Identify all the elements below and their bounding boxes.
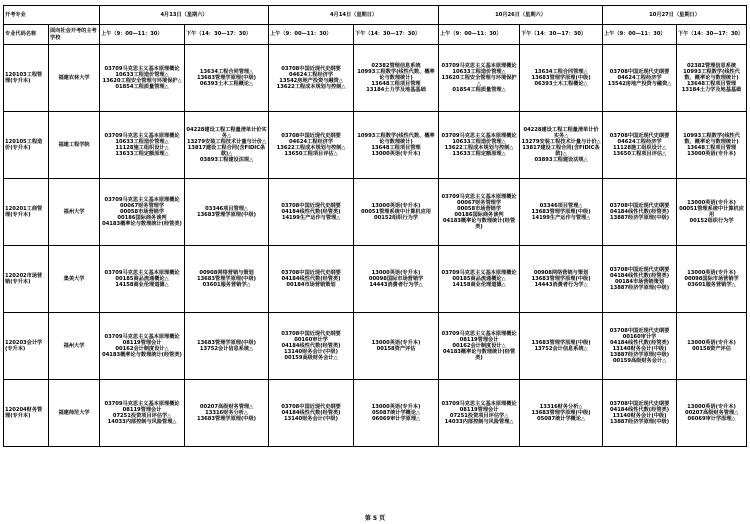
am-header: 上午（9：00—11：30） bbox=[439, 25, 520, 45]
subject-cell bbox=[269, 380, 354, 447]
subject-list: 03709马克思主义基本原理概论 10633工程造价管理△ 13620工程安全管理与环境保护△ 01854工程质量管理△ bbox=[102, 65, 182, 91]
subject-list: 03709马克思主义基本原理概论 10633工程造价管理△ 13622工程成本规划与控制△ 13633工程定额原理△ bbox=[441, 132, 517, 158]
subject-list: 03708中国近现代史纲要 04184线性代数(经管类) 13140财务会计(中级) 13887经济学原理(中级) bbox=[609, 400, 670, 426]
am-header: 上午（9：00—11：30） bbox=[100, 25, 185, 45]
subject-list: 03709马克思主义基本原理概论 00067财务管理学 00058市场营销学 00186国际商务谈判 04183概率论与数理统计(经管类) bbox=[441, 193, 517, 231]
pm-header: 下午（14：30—17：30） bbox=[677, 25, 747, 45]
subject-cell bbox=[677, 112, 747, 179]
subject-list: 13000英语(专升本) 00098国际市场营销学 03601服务营销学△ bbox=[684, 269, 739, 289]
subject-cell bbox=[354, 179, 439, 246]
subject-list: 03708中国近现代史纲要 04624工程经济学 11128施工组织设计△ 13650工程项目评估△ bbox=[609, 132, 670, 158]
subject-list: 00908网络营销与策划 13683管理学原理(中级) 14443消费者行为学△ bbox=[531, 269, 591, 289]
subject-cell bbox=[185, 313, 269, 380]
subject-list: 13683管理学原理(中级) 13752会计信息系统△ bbox=[196, 339, 257, 352]
major-cell: 120204财务管理(专升本) bbox=[4, 380, 49, 447]
subject-list: 03708中国近现代史纲要 04624工程经济学 13622工程成本规划与控制△ 13650工程项目评估△ bbox=[276, 132, 346, 158]
subject-list: 03709马克思主义基本原理概论 08119管理会计 07251投资项目评估学△ 14033内部控制与风险管理△ bbox=[441, 400, 517, 426]
program-row bbox=[4, 179, 747, 246]
major-cell: 120201工商管理(专升本) bbox=[4, 179, 49, 246]
exam-schedule-table bbox=[3, 5, 747, 447]
subject-cell bbox=[439, 313, 520, 380]
subject-list: 04228建设工程工程量清单计价实务△ 13279安装工程技术计量与计价△ 13817建设工程合同(含FIDIC条款)△ 03893工程建设法规△ bbox=[186, 126, 267, 164]
subject-cell bbox=[603, 45, 677, 112]
school-cell: 福州大学 bbox=[49, 313, 100, 380]
pm-header: 下午（14：30—17：30） bbox=[185, 25, 269, 45]
school-cell: 集美大学 bbox=[49, 246, 100, 313]
subject-list: 03346项目管理△ 13683管理学原理(中级) bbox=[196, 205, 257, 218]
subject-list: 03708中国近现代史纲要 00160审计学 04184线性代数(经管类) 13140财务会计(中级) 13887经济学原理(中级) 00159高级财务会计△ bbox=[609, 327, 670, 365]
subject-list: 13000英语(专升本) 00207高级财务管理△ 06069审计学原理△ bbox=[684, 403, 739, 423]
subject-cell bbox=[439, 112, 520, 179]
exam-major-header: 开考专业 bbox=[4, 6, 100, 25]
subject-cell bbox=[439, 380, 520, 447]
subject-cell bbox=[520, 112, 603, 179]
subject-cell bbox=[269, 179, 354, 246]
subject-cell bbox=[603, 380, 677, 447]
subject-cell bbox=[269, 246, 354, 313]
subject-cell bbox=[100, 380, 185, 447]
subject-list: 04228建设工程工程量清单计价实务△ 13279安装工程技术计量与计价△ 13817建设工程合同(含FIDIC条款)△ 03893工程建设法规△ bbox=[521, 126, 601, 164]
major-cell: 120203会计学(专升本) bbox=[4, 313, 49, 380]
program-row bbox=[4, 313, 747, 380]
subject-cell bbox=[677, 45, 747, 112]
school-cell: 福建工程学院 bbox=[49, 112, 100, 179]
subject-cell bbox=[603, 179, 677, 246]
subject-list: 13000英语(专升本) 00158资产评估 bbox=[687, 339, 736, 352]
subject-list: 03708中国近现代史纲要 00160审计学 04184线性代数(经管类) 13140财务会计(中级) 00159高级财务会计△ bbox=[281, 330, 341, 362]
subject-cell bbox=[677, 313, 747, 380]
subject-cell bbox=[677, 246, 747, 313]
header-row-sessions bbox=[4, 25, 747, 45]
page-number: 第 5 页 bbox=[364, 515, 386, 522]
subject-cell bbox=[269, 45, 354, 112]
subject-list: 13000英语(专升本) 05087统计学概论△ 06069审计学原理△ bbox=[371, 403, 421, 423]
subject-list: 13000英语(专升本) 00051管理系统中计算机应用 00152组织行为学 bbox=[679, 199, 744, 225]
pm-header: 下午（14：30—17：30） bbox=[520, 25, 603, 45]
am-header: 上午（9：00—11：30） bbox=[603, 25, 677, 45]
subject-list: 00908网络营销与策划 13683管理学原理(中级) 03601服务营销学△ bbox=[196, 269, 257, 289]
day-header: 4月14日（星期日） bbox=[269, 6, 439, 25]
subject-list: 10993工程数学(线性代数、概率论与数理统计) 13648工程项目管理 13000英语(专升本) bbox=[357, 132, 435, 158]
subject-list: 03708中国近现代史纲要 04184线性代数(经管类) 00184市场营销策划 13887经济学原理(中级) bbox=[609, 266, 670, 292]
am-header: 上午（9：00—11：30） bbox=[269, 25, 354, 45]
subject-cell bbox=[354, 313, 439, 380]
subject-cell bbox=[439, 45, 520, 112]
subject-cell bbox=[269, 313, 354, 380]
day-header: 10月26日（星期六） bbox=[439, 6, 603, 25]
program-row bbox=[4, 246, 747, 313]
subject-list: 03346项目管理△ 13683管理学原理(中级) 14199生产运作与管理△ bbox=[531, 202, 591, 222]
subject-cell bbox=[100, 246, 185, 313]
subject-cell bbox=[520, 45, 603, 112]
subject-cell bbox=[185, 112, 269, 179]
subject-cell bbox=[100, 313, 185, 380]
subject-list: 03709马克思主义基本原理概论 08119管理会计 00162会计制度设计△ 04183概率论与数理统计(经管类) bbox=[102, 333, 182, 359]
school-header: 面向社会开考的主考学校 bbox=[49, 25, 100, 45]
subject-list: 13683管理学原理(中级) 13752会计信息系统△ bbox=[531, 339, 591, 352]
subject-list: 03709马克思主义基本原理概论 00067财务管理学 00058市场营销学 00186国际商务谈判 04183概率论与数理统计(经管类) bbox=[102, 196, 182, 228]
subject-cell bbox=[354, 45, 439, 112]
school-cell: 福州大学 bbox=[49, 179, 100, 246]
subject-cell bbox=[439, 246, 520, 313]
subject-cell bbox=[354, 246, 439, 313]
subject-list: 03709马克思主义基本原理概论 10633工程造价管理△ 11128施工组织设计△ 13633工程定额原理△ bbox=[104, 132, 180, 158]
program-row bbox=[4, 112, 747, 179]
subject-list: 02382管理信息系统 10993工程数学(线性代数、概率论与数理统计) 13648工程项目管理 13184土力学及地基基础 bbox=[681, 62, 742, 94]
subject-cell bbox=[185, 179, 269, 246]
subject-cell bbox=[603, 246, 677, 313]
subject-cell bbox=[520, 179, 603, 246]
subject-cell bbox=[185, 246, 269, 313]
subject-cell bbox=[439, 179, 520, 246]
program-row bbox=[4, 45, 747, 112]
school-cell: 福建师范大学 bbox=[49, 380, 100, 447]
subject-cell bbox=[520, 380, 603, 447]
subject-cell bbox=[677, 380, 747, 447]
subject-list: 13000英语(专升本) 00158资产评估 bbox=[371, 339, 421, 352]
subject-list: 03708中国近现代史纲要 04624工程经济学 13542房地产投资与融资△ 13622工程成本规划与控制△ bbox=[276, 65, 346, 91]
subject-cell bbox=[100, 45, 185, 112]
subject-cell bbox=[603, 313, 677, 380]
subject-cell bbox=[520, 246, 603, 313]
subject-list: 03708中国近现代史纲要 04624工程经济学 13542房地产投资与融资△ bbox=[607, 68, 672, 88]
subject-list: 03708中国近现代史纲要 04184线性代数(经管类) 14199生产运作与管理△ bbox=[281, 202, 341, 222]
subject-cell bbox=[100, 179, 185, 246]
subject-cell bbox=[185, 45, 269, 112]
subject-cell bbox=[520, 313, 603, 380]
subject-list: 13000英语(专升本) 00098国际市场营销学 14443消费者行为学△ bbox=[368, 269, 424, 289]
subject-list: 03709马克思主义基本原理概论 08119管理会计 07251投资项目评估学△ 14033内部控制与风险管理△ bbox=[104, 400, 180, 426]
header-row-days bbox=[4, 6, 747, 25]
subject-list: 10993工程数学(线性代数、概率论与数理统计) 13648工程项目管理 13000英语(专升本) bbox=[683, 132, 740, 158]
program-row bbox=[4, 380, 747, 447]
subject-cell bbox=[100, 112, 185, 179]
subject-cell bbox=[354, 112, 439, 179]
subject-list: 03709马克思主义基本原理概论 00185商品流通概论△ 14158商业伦理道德△ bbox=[104, 269, 180, 289]
day-header: 4月13日（星期六） bbox=[100, 6, 269, 25]
pm-header: 下午（14：30—17：30） bbox=[354, 25, 439, 45]
subject-list: 00207高级财务管理△ 13316财务分析△ 13683管理学原理(中级) bbox=[196, 403, 257, 423]
subject-list: 03709马克思主义基本原理概论 00185商品流通概论△ 14158商业伦理道德△ bbox=[441, 269, 517, 289]
school-cell: 福建农林大学 bbox=[49, 45, 100, 112]
subject-cell bbox=[354, 380, 439, 447]
subject-cell bbox=[269, 112, 354, 179]
subject-cell bbox=[603, 112, 677, 179]
day-header: 10月27日（星期日） bbox=[603, 6, 747, 25]
subject-list: 03708中国近现代史纲要 04184线性代数(经管类) 13140财务会计(中级) bbox=[281, 403, 341, 423]
subject-list: 03709马克思主义基本原理概论 10633工程造价管理△ 13620工程安全管理与环境保护△ 01854工程质量管理△ bbox=[441, 62, 517, 94]
subject-list: 03708中国近现代史纲要 04184线性代数(经管类) 00184市场营销策划 bbox=[281, 269, 341, 289]
major-cell: 120103工程管理(专升本) bbox=[4, 45, 49, 112]
subject-list: 03709马克思主义基本原理概论 08119管理会计 00162会计制度设计△ 04183概率论与数理统计(经管类) bbox=[441, 330, 517, 362]
subject-list: 02382管理信息系统 10993工程数学(线性代数、概率论与数理统计) 13648工程项目管理 13184土力学及地基基础 bbox=[357, 62, 435, 94]
subject-list: 13000英语(专升本) 00051管理系统中计算机应用 00152组织行为学 bbox=[361, 202, 431, 222]
major-cell: 120105工程造价(专升本) bbox=[4, 112, 49, 179]
subject-list: 03708中国近现代史纲要 04184线性代数(经管类) 13887经济学原理(中级) bbox=[609, 202, 670, 222]
subject-list: 13634工程合同管理△ 13683管理学原理(中级) 06393土木工程概论△ bbox=[196, 68, 257, 88]
subject-list: 13634工程合同管理△ 13683管理学原理(中级) 06393土木工程概论△ bbox=[531, 68, 591, 88]
subject-list: 13316财务分析△ 13683管理学原理(中级) 05087统计学概论△ bbox=[531, 403, 591, 423]
subject-cell bbox=[185, 380, 269, 447]
subject-cell bbox=[677, 179, 747, 246]
code-name-header: 专业代码名称 bbox=[4, 25, 49, 45]
major-cell: 120202市场营销(专升本) bbox=[4, 246, 49, 313]
